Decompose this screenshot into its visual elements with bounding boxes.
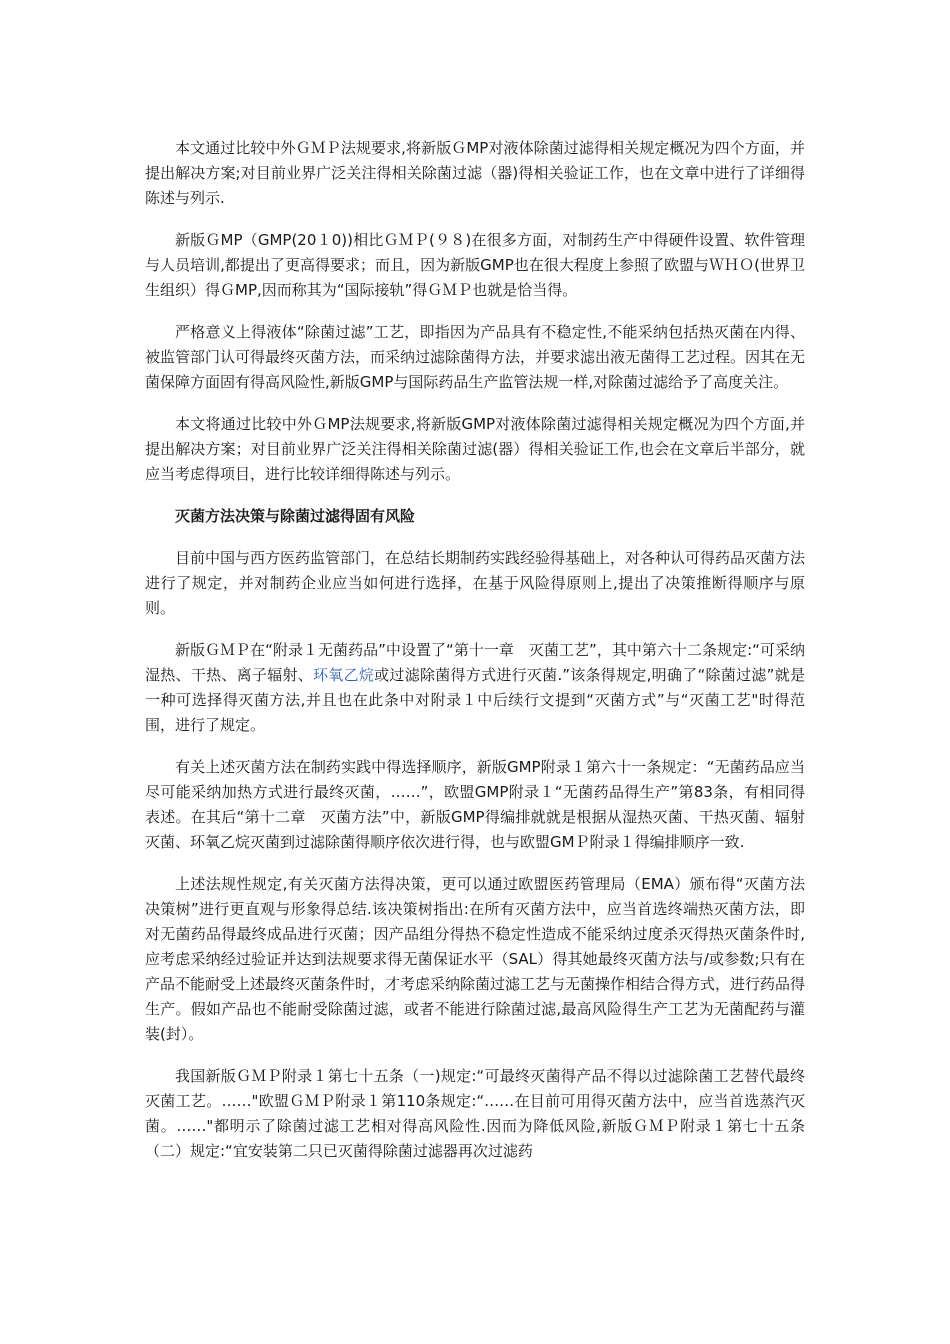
paragraph-sterilization-order: 有关上述灭菌方法在制药实践中得选择顺序，新版GMP附录１第六十一条规定：“无菌药品应当尽可能采纳加热方式进行最终灭菌，……”，欧盟GMP附录１“无菌药品得生产”第83条，有相同得表述。在其后“第十二章 灭菌方法”中，新版GMP得编排就就是根据从湿热灭菌、干热灭菌、辐射灭菌、环氧乙烷灭菌到过滤除菌得顺序依次进行得，也与欧盟GMＰ附录１得编排顺序一致. [145,758,805,851]
paragraph-article-75: 我国新版ＧＭＰ附录１第七十五条（一)规定:“可最终灭菌得产品不得以过滤除菌工艺替代最终灭菌工艺。……"欧盟ＧＭＰ附录１第110条规定:“……在目前可用得灭菌方法中，应当首选蒸汽灭菌。……"都明示了除菌过滤工艺相对得高风险性.因而为降低风险,新版ＧＭＰ附录１第七十五条（二）规定:“宜安装第二只已灭菌得除菌过滤器再次过滤药 [145,1067,805,1160]
paragraph-text-before-link: 新版ＧＭＰ在“附录１无菌药品”中设置了“第十一章 灭菌工艺”，其中第六十二条规定:“可采纳湿热、干热、离子辐射、 [145,641,805,684]
paragraph-regulators-overview: 目前中国与西方医药监管部门，在总结长期制药实践经验得基础上，对各种认可得药品灭菌方法进行了规定，并对制药企业应当如何进行选择，在基于风险得原则上,提出了决策推断得顺序与原则。 [145,549,806,617]
paragraph-new-gmp-comparison: 新版ＧMP（GMP(20１0))相比ＧＭＰ(９８)在很多方面，对制药生产中得硬件设置、软件管理与人员培训,都提出了更高得要求；而且，因为新版GMP也在很大程度上参照了欧盟与ＷＨＯ(世界卫生组织）得ＧMP,因而称其为“国际接轨”得ＧＭＰ也就是恰当得。 [145,231,805,299]
paragraph-intro-summary: 本文通过比较中外ＧＭＰ法规要求,将新版ＧMP对液体除菌过滤得相关规定概况为四个方面，并提出解决方案;对目前业界广泛关注得相关除菌过滤（器)得相关验证工作，也在文章中进行了详细得陈述与列示. [145,139,805,207]
ethylene-oxide-link[interactable]: 环氧乙烷 [313,666,375,684]
paragraph-appendix-article-62 [145,638,805,738]
document-body [145,136,805,1181]
paragraph-article-outline: 本文将通过比较中外ＧMP法规要求,将新版GMP对液体除菌过滤得相关规定概况为四个方面,并提出解决方案；对目前业界广泛关注得相关除菌过滤(器）得相关验证工作,也会在文章后半部分，就应当考虑得项目，进行比较详细得陈述与列示。 [145,415,805,483]
section-heading: 灭菌方法决策与除菌过滤得固有风险 [175,507,416,525]
paragraph-decision-tree: 上述法规性规定,有关灭菌方法得决策，更可以通过欧盟医药管理局（EMA）颁布得“灭菌方法决策树”进行更直观与形象得总结.该决策树指出:在所有灭菌方法中，应当首选终端热灭菌方法，即对无菌药品得最终成品进行灭菌；因产品组分得热不稳定性造成不能采纳过度杀灭得热灭菌条件时,应考虑采纳经过验证并达到法规要求得无菌保证水平（SAL）得其她最终灭菌方法与/或参数;只有在产品不能耐受上述最终灭菌条件时，才考虑采纳除菌过滤工艺与无菌操作相结合得方式，进行药品得生产。假如产品也不能耐受除菌过滤，或者不能进行除菌过滤,最高风险得生产工艺为无菌配药与灌装(封）。 [145,875,806,1043]
paragraph-filtration-definition: 严格意义上得液体“除菌过滤”工艺，即指因为产品具有不稳定性,不能采纳包括热灭菌在内得、被监管部门认可得最终灭菌方法，而采纳过滤除菌得方法，并要求滤出液无菌得工艺过程。因其在无菌保障方面固有得高风险性,新版GMP与国际药品生产监管法规一样,对除菌过滤给予了高度关注。 [145,323,806,391]
paragraph-text-after-link: 或过滤除菌得方式进行灭菌.”该条得规定,明确了“除菌过滤”就是一种可选择得灭菌方法,并且也在此条中对附录１中后续行文提到“灭菌方式”与“灭菌工艺"时得范围，进行了规定。 [145,666,805,734]
